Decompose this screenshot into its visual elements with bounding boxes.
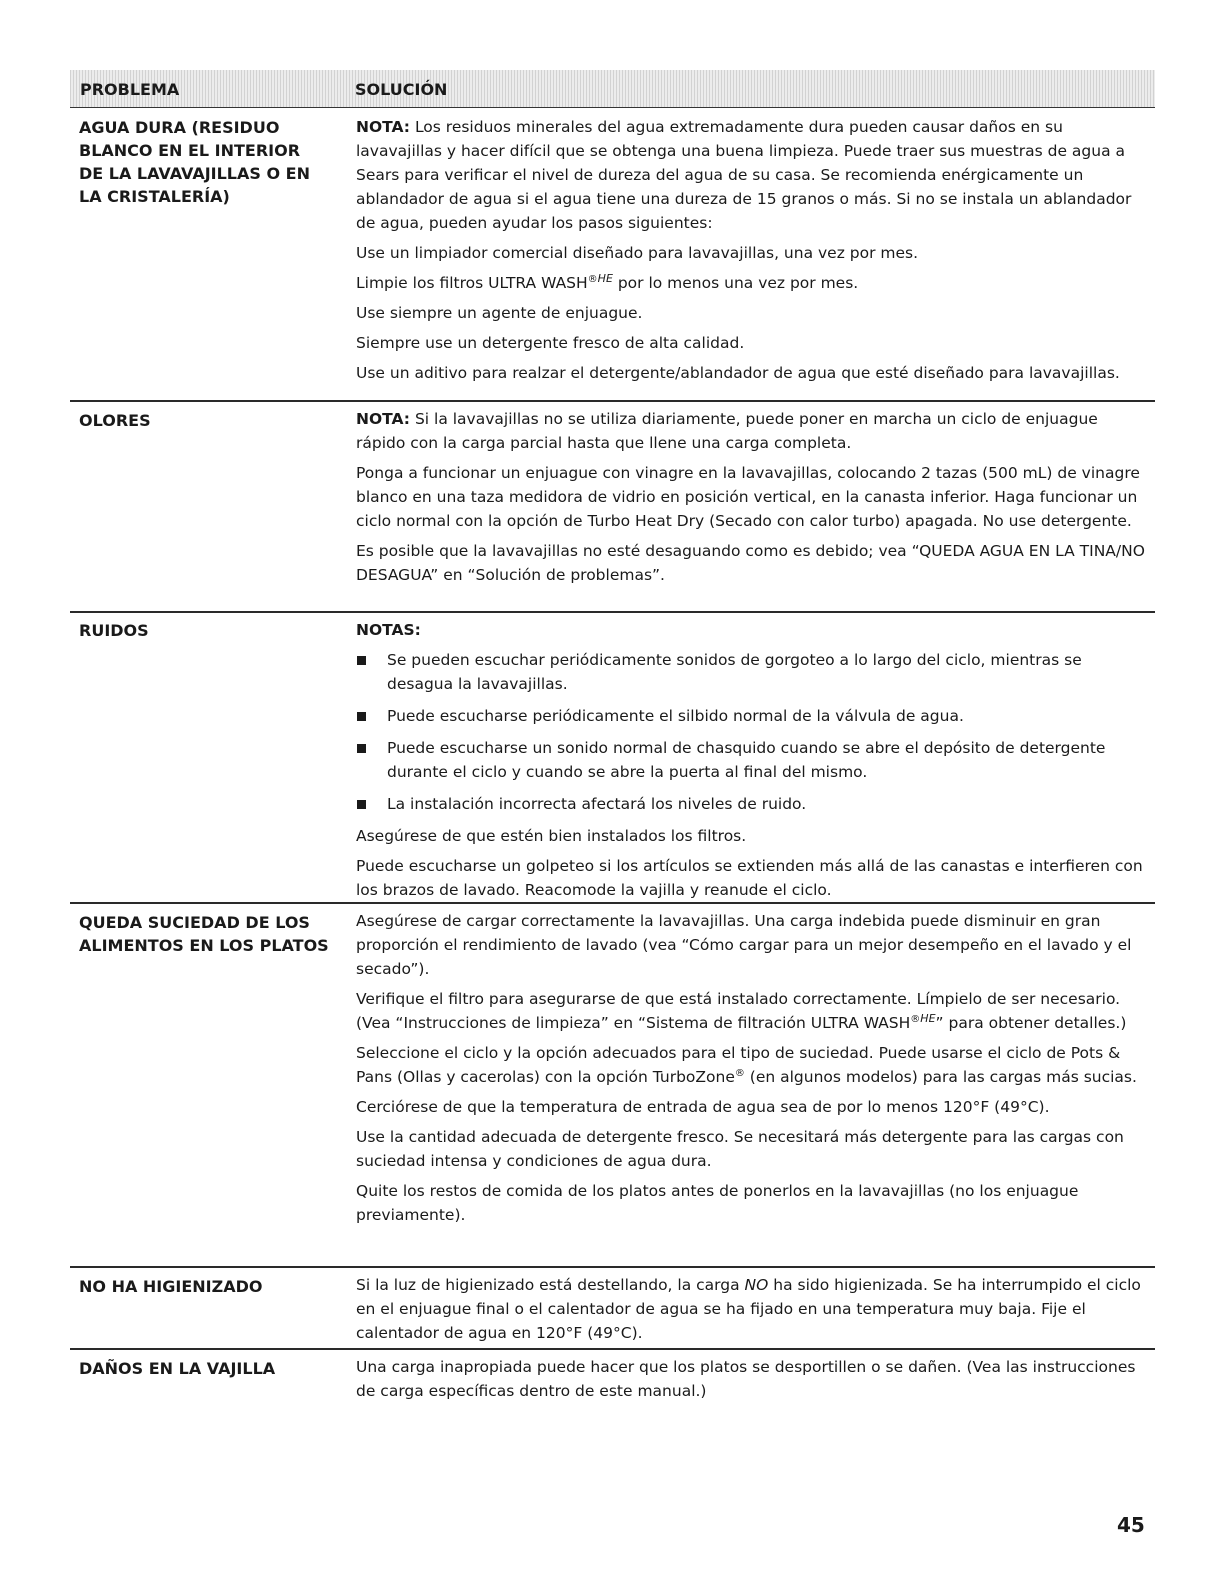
solution-paragraph: Cerciórese de que la temperatura de entrada de agua sea de por lo menos 120°F (49°C). — [356, 1098, 1050, 1116]
problem-label: OLORES — [79, 411, 151, 430]
text-span: Limpie los filtros ULTRA WASH — [356, 274, 588, 292]
problem-label: RUIDOS — [79, 621, 149, 640]
list-item — [356, 704, 1146, 728]
list-item-text: Puede escucharse periódicamente el silbido normal de la válvula de agua. — [387, 707, 964, 725]
solution-cell — [356, 909, 1146, 1233]
note-text: Si la lavavajillas no se utiliza diariamente, puede poner en marcha un ciclo de enjuague rápido con la carga parcial hasta que llene una carga completa. — [356, 410, 1098, 452]
column-header-solucion: SOLUCIÓN — [355, 80, 448, 99]
registered-mark: ® — [910, 1013, 921, 1025]
solution-paragraph: Asegúrese de que estén bien instalados los filtros. — [356, 827, 747, 845]
text-span: por lo menos una vez por mes. — [612, 274, 859, 292]
list-item-text: Puede escucharse un sonido normal de chasquido cuando se abre el depósito de detergente durante el ciclo y cuando se abre la puerta al final del mismo. — [387, 739, 1106, 781]
problem-label: AGUA DURA (RESIDUO BLANCO EN EL INTERIOR DE LA LAVAVAJILLAS O EN LA CRISTALERÍA) — [79, 118, 310, 206]
he-superscript: HE — [597, 271, 613, 285]
solution-paragraph — [356, 271, 1146, 295]
note-label: NOTA: — [356, 118, 411, 136]
emphasis-text: NO — [744, 1276, 769, 1294]
solution-paragraph: Es posible que la lavavajillas no esté desaguando como es debido; vea “QUEDA AGUA EN LA TINA/NO DESAGUA” en “Solución de problemas”. — [356, 542, 1145, 584]
list-item — [356, 792, 1146, 816]
solution-paragraph: Use la cantidad adecuada de detergente fresco. Se necesitará más detergente para las cargas con suciedad intensa y condiciones de agua dura. — [356, 1128, 1124, 1170]
solution-paragraph — [356, 987, 1146, 1035]
row-divider — [70, 611, 1155, 613]
solution-paragraph: Use un limpiador comercial diseñado para lavavajillas, una vez por mes. — [356, 244, 919, 262]
text-span: Seleccione el ciclo y la opción adecuados para el tipo de suciedad. Puede usarse el ciclo de Pots & Pans (Ollas y cacerolas) con la opción TurboZone — [356, 1044, 1121, 1086]
row-divider — [70, 902, 1155, 904]
text-span: (en algunos modelos) para las cargas más sucias. — [744, 1068, 1137, 1086]
problem-label: QUEDA SUCIEDAD DE LOS ALIMENTOS EN LOS PLATOS — [79, 913, 329, 955]
solution-paragraph — [356, 1041, 1146, 1089]
registered-mark: ® — [587, 273, 598, 285]
note-label: NOTA: — [356, 410, 411, 428]
he-superscript: HE — [920, 1011, 936, 1025]
solution-paragraph: Ponga a funcionar un enjuague con vinagre en la lavavajillas, colocando 2 tazas (500 mL) de vinagre blanco en una taza medidora de vidrio en posición vertical, en la canasta inferior. Haga funcionar un ciclo normal con la opción de Turbo Heat Dry (Secado con calor turbo) apagada. No use detergente. — [356, 464, 1140, 530]
notes-list — [356, 648, 1146, 816]
text-span: ha sido higienizada. Se ha interrumpido el ciclo en el enjuague final o el calentador de agua se ha fijado en una temperatura muy baja. Fije el calentador de agua en 120°F (49°C). — [356, 1276, 1141, 1342]
list-item-text: Se pueden escuchar periódicamente sonidos de gorgoteo a lo largo del ciclo, mientras se desagua la lavavajillas. — [387, 651, 1082, 693]
row-divider — [70, 400, 1155, 402]
registered-mark: ® — [734, 1067, 745, 1079]
solution-cell — [356, 618, 1146, 908]
row-divider — [70, 1266, 1155, 1268]
solution-paragraph: Asegúrese de cargar correctamente la lavavajillas. Una carga indebida puede disminuir en gran proporción el rendimiento de lavado (vea “Cómo cargar para un mejor desempeño en el lavado y el secado”). — [356, 912, 1132, 978]
list-item-text: La instalación incorrecta afectará los niveles de ruido. — [387, 795, 807, 813]
text-span: ” para obtener detalles.) — [935, 1014, 1127, 1032]
bullet-square-icon — [357, 712, 366, 721]
solution-cell — [356, 1355, 1146, 1409]
solution-paragraph: Use un aditivo para realzar el detergente/ablandador de agua que esté diseñado para lavavajillas. — [356, 364, 1120, 382]
solution-paragraph — [356, 1273, 1146, 1345]
solution-paragraph: Quite los restos de comida de los platos antes de ponerlos en la lavavajillas (no los enjuague previamente). — [356, 1182, 1079, 1224]
bullet-square-icon — [357, 800, 366, 809]
solution-cell — [356, 407, 1146, 593]
note-text: Los residuos minerales del agua extremadamente dura pueden causar daños en su lavavajillas y hacer difícil que se obtenga una buena limpieza. Puede traer sus muestras de agua a Sears para verificar el nivel de dureza del agua de su casa. Se recomienda enérgicamente un ablandador de agua si el agua tiene una dureza de 15 granos o más. Si no se instala un ablandador de agua, pueden ayudar los pasos siguientes: — [356, 118, 1132, 232]
bullet-square-icon — [357, 656, 366, 665]
list-item — [356, 648, 1146, 696]
note-paragraph — [356, 115, 1146, 235]
solution-cell — [356, 115, 1146, 391]
solution-cell — [356, 1273, 1146, 1351]
row-divider — [70, 1348, 1155, 1350]
text-span: Si la luz de higienizado está destellando, la carga — [356, 1276, 745, 1294]
solution-paragraph: Una carga inapropiada puede hacer que los platos se desportillen o se dañen. (Vea las instrucciones de carga específicas dentro de este manual.) — [356, 1358, 1136, 1400]
note-paragraph — [356, 407, 1146, 455]
page-number: 45 — [1117, 1513, 1145, 1537]
bullet-square-icon — [357, 744, 366, 753]
solution-paragraph: Puede escucharse un golpeteo si los artículos se extienden más allá de las canastas e interfieren con los brazos de lavado. Reacomode la vajilla y reanude el ciclo. — [356, 857, 1143, 899]
list-item — [356, 736, 1146, 784]
solution-paragraph: Siempre use un detergente fresco de alta calidad. — [356, 334, 745, 352]
table-header-band — [70, 70, 1155, 108]
column-header-problema: PROBLEMA — [80, 80, 180, 99]
problem-label: NO HA HIGIENIZADO — [79, 1277, 263, 1296]
text-span: Verifique el filtro para asegurarse de que está instalado correctamente. Límpielo de ser necesario. (Vea “Instrucciones de limpieza” en “Sistema de filtración ULTRA WASH — [356, 990, 1121, 1032]
problem-label: DAÑOS EN LA VAJILLA — [79, 1359, 276, 1378]
notes-label: NOTAS: — [356, 621, 421, 639]
solution-paragraph: Use siempre un agente de enjuague. — [356, 304, 643, 322]
